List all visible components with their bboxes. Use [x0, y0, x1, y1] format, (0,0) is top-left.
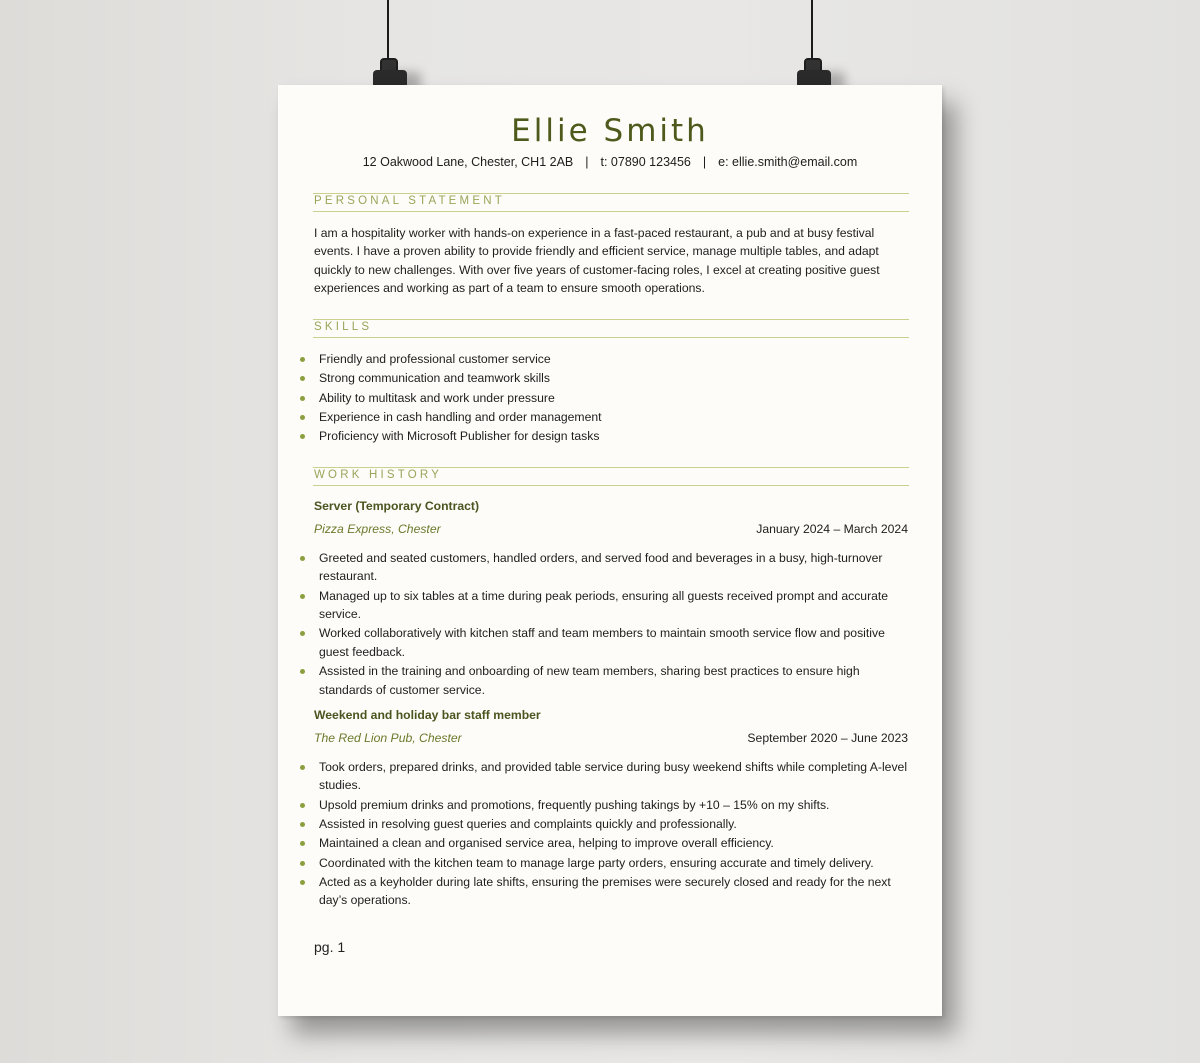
- bullet-icon: [300, 841, 305, 846]
- contact-address: 12 Oakwood Lane, Chester, CH1 2AB: [362, 155, 574, 169]
- bullet-icon: [300, 861, 305, 866]
- bullet-icon: [300, 434, 305, 439]
- page-number: pg. 1: [314, 939, 346, 955]
- list-item: Managed up to six tables at a time during peak periods, ensuring all guests received prompt and accurate service.: [278, 587, 910, 624]
- bullet-icon: [300, 631, 305, 636]
- job-employer: The Red Lion Pub, Chester: [314, 731, 462, 745]
- resume-page: [278, 85, 942, 1016]
- contact-email: e: ellie.smith@email.com: [718, 155, 858, 169]
- bullet-icon: [300, 669, 305, 674]
- bullet-icon: [300, 376, 305, 381]
- list-item: Acted as a keyholder during late shifts, ensuring the premises were securely closed and ready for the next day’s operations.: [278, 873, 910, 910]
- job-title: Server (Temporary Contract): [314, 499, 480, 513]
- list-item: Upsold premium drinks and promotions, frequently pushing takings by +10 – 15% on my shifts.: [278, 796, 910, 814]
- bullet-icon: [300, 880, 305, 885]
- section-header-personal-statement: [313, 193, 909, 212]
- section-header-work-history: [313, 467, 909, 486]
- contact-line: [278, 155, 942, 169]
- bullet-icon: [300, 765, 305, 770]
- separator: |: [585, 155, 589, 169]
- section-heading: SKILLS: [314, 321, 373, 333]
- candidate-name: Ellie Smith: [511, 113, 709, 149]
- list-item: Greeted and seated customers, handled orders, and served food and beverages in a busy, high-turnover restaurant.: [278, 549, 910, 586]
- list-item: Assisted in the training and onboarding of new team members, sharing best practices to ensure high standards of customer service.: [278, 662, 910, 699]
- job-dates: September 2020 – June 2023: [747, 731, 908, 745]
- job-dates: January 2024 – March 2024: [756, 522, 908, 536]
- job-duties-list: [278, 549, 910, 699]
- contact-phone: t: 07890 123456: [600, 155, 691, 169]
- list-item: Maintained a clean and organised service area, helping to improve overall efficiency.: [278, 834, 910, 852]
- bullet-icon: [300, 594, 305, 599]
- bullet-icon: [300, 357, 305, 362]
- separator: |: [702, 155, 707, 169]
- bullet-icon: [300, 556, 305, 561]
- bullet-icon: [300, 822, 305, 827]
- list-item: Coordinated with the kitchen team to manage large party orders, ensuring accurate and timely delivery.: [278, 854, 910, 872]
- section-heading: WORK HISTORY: [314, 469, 443, 481]
- section-header-skills: [313, 319, 909, 338]
- skills-list: [278, 350, 878, 446]
- list-item: Ability to multitask and work under pressure: [278, 389, 878, 407]
- list-item: Worked collaboratively with kitchen staff and team members to maintain smooth service flow and positive guest feedback.: [278, 624, 910, 661]
- list-item: Experience in cash handling and order management: [278, 408, 878, 426]
- job-duties-list: [278, 758, 910, 910]
- section-heading: PERSONAL STATEMENT: [314, 195, 505, 207]
- job-employer: Pizza Express, Chester: [314, 522, 441, 536]
- job-title: Weekend and holiday bar staff member: [314, 708, 541, 722]
- personal-statement-text: I am a hospitality worker with hands-on experience in a fast-paced restaurant, a pub and at busy festival events. I have a proven ability to provide friendly and efficient service, manage multiple tables, and adapt quickly to new challenges. With over five years of customer-facing roles, I excel at creating positive guest experiences and working as part of a team to ensure smooth operations.: [314, 226, 880, 296]
- list-item: Friendly and professional customer service: [278, 350, 878, 368]
- list-item: Strong communication and teamwork skills: [278, 369, 878, 387]
- list-item: Assisted in resolving guest queries and complaints quickly and professionally.: [278, 815, 910, 833]
- list-item: Proficiency with Microsoft Publisher for design tasks: [278, 427, 878, 445]
- list-item: Took orders, prepared drinks, and provided table service during busy weekend shifts while completing A-level studies.: [278, 758, 910, 795]
- bullet-icon: [300, 396, 305, 401]
- bullet-icon: [300, 803, 305, 808]
- bullet-icon: [300, 415, 305, 420]
